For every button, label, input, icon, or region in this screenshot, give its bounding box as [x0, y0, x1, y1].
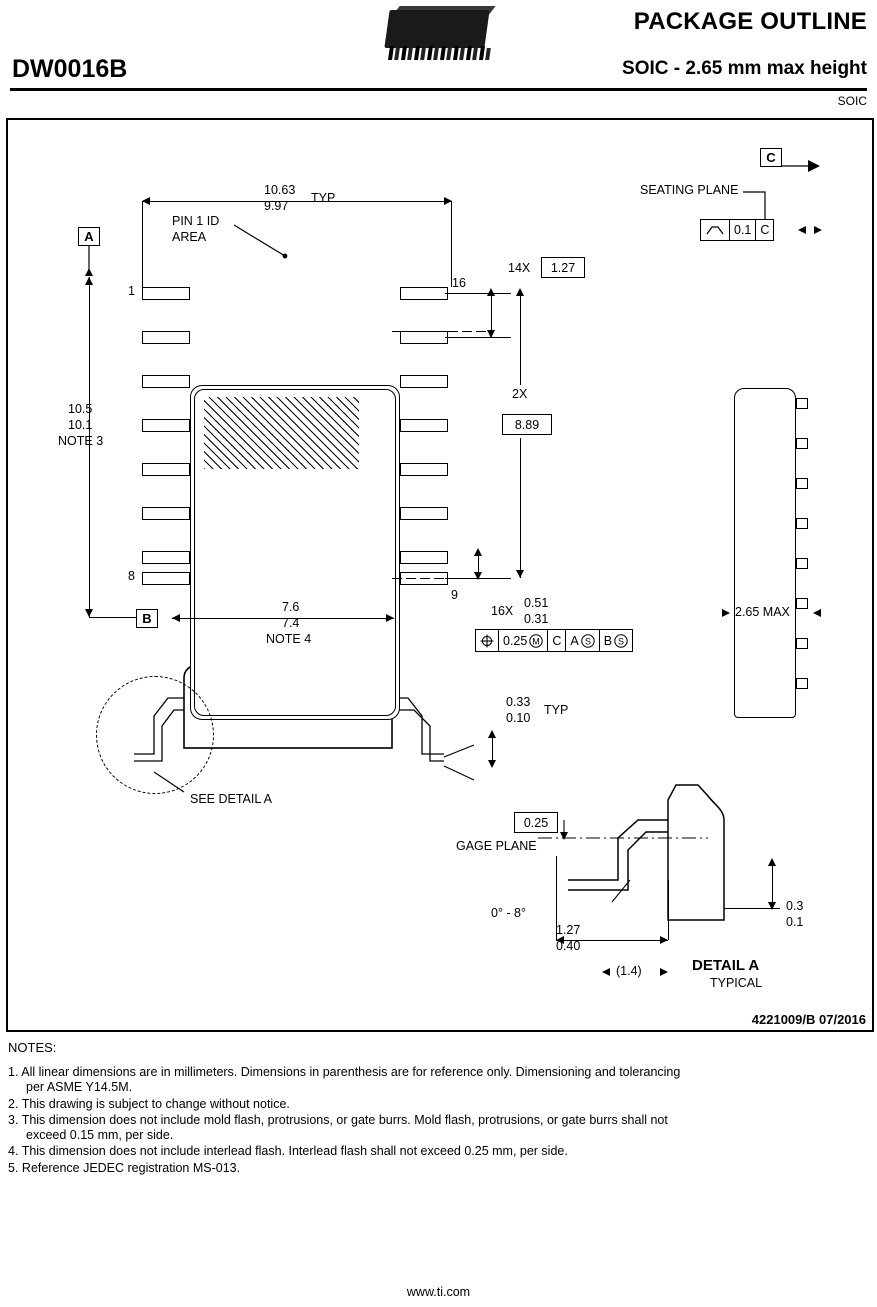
lead-right-12 [400, 463, 448, 476]
lead-thickness-arrow-bottom [488, 760, 496, 768]
centerline-horizontal-upper [392, 331, 492, 332]
package-family-label: SOIC [837, 94, 867, 108]
lead-length-lower: 0.40 [556, 939, 581, 953]
note-item [8, 1065, 868, 1096]
lead-right-14 [400, 375, 448, 388]
body-width-upper: 7.6 [282, 600, 300, 614]
datum-c-feature: C [760, 148, 782, 167]
lead-thickness-lower: 0.10 [506, 711, 531, 725]
lead-angle-label: 0° - 8° [491, 906, 527, 920]
width-ext-line-right [451, 201, 452, 287]
seating-plane-label: SEATING PLANE [640, 183, 739, 197]
lead-right-16 [400, 287, 448, 300]
span-qty: 2X [512, 387, 528, 401]
pin1-area-label: AREA [172, 230, 207, 244]
lead-left-1 [142, 287, 190, 300]
side-lead-5 [796, 558, 808, 569]
width-dim-note: TYP [311, 191, 336, 205]
body-width-note: NOTE 4 [266, 632, 312, 646]
note-3-text: This dimension does not include mold flash, protrusions, or gate burrs. Mold flash, protrusions, or gate burrs shall not [21, 1112, 668, 1127]
part-number: DW0016B [12, 55, 128, 83]
side-lead-7 [796, 638, 808, 649]
side-lead-2 [796, 438, 808, 449]
lead-left-5 [142, 463, 190, 476]
note-5-number: 5. [8, 1160, 19, 1175]
note-2-text: This drawing is subject to change without notice. [21, 1096, 290, 1111]
height-dim-lower: 10.1 [68, 418, 93, 432]
lead-width-lower: 0.31 [524, 612, 549, 626]
footer-url[interactable]: www.ti.com [406, 1285, 471, 1299]
max-height-arrow-right [813, 609, 821, 617]
note-1-number: 1. [8, 1065, 19, 1079]
detail-a-circle [96, 676, 214, 794]
span-arrow-top [516, 288, 524, 296]
lead-width-arrow-top [474, 548, 482, 556]
pitch-arrow-top [487, 288, 495, 296]
note-item [8, 1113, 868, 1144]
lead-thickness-upper: 0.33 [506, 695, 531, 709]
package-subtitle: SOIC - 2.65 mm max height [622, 58, 867, 79]
lead-width-qty: 16X [491, 604, 514, 618]
span-value-box: 8.89 [502, 414, 552, 435]
lead-right-15 [400, 331, 448, 344]
foot-height-ext-line [724, 908, 780, 909]
pitch-ext-line-1 [445, 293, 511, 294]
foot-height-lower: 0.1 [786, 915, 804, 929]
notes-section [8, 1040, 868, 1177]
span-arrow-bottom [516, 570, 524, 578]
datum-a-arrow [85, 268, 93, 276]
lead-length-ext-right [668, 880, 669, 940]
note-3-cont: exceed 0.15 mm, per side. [26, 1128, 174, 1142]
package-photo [373, 6, 501, 68]
ref-dim-arrow-left [602, 968, 610, 976]
pin1-id-area-hatch [204, 397, 359, 469]
package-photo-leads [387, 46, 491, 64]
note-item [8, 1144, 868, 1159]
note-5-text: Reference JEDEC registration MS-013. [21, 1160, 241, 1175]
pitch-qty: 14X [508, 261, 531, 275]
position-tolerance-symbol-icon [476, 630, 498, 651]
side-lead-1 [796, 398, 808, 409]
body-width-arrow-right [386, 614, 394, 622]
body-width-lower: 7.4 [282, 616, 300, 630]
pin-number-9: 9 [451, 588, 458, 602]
datum-a-feature: A [78, 227, 100, 246]
note-2-number: 2. [8, 1096, 19, 1111]
max-height-arrow-left [722, 609, 730, 617]
width-dim-arrow-left [142, 197, 150, 205]
side-lead-8 [796, 678, 808, 689]
gage-plane-label: GAGE PLANE [456, 839, 537, 853]
flatness-arrow-right [814, 226, 822, 234]
lead-right-11 [400, 507, 448, 520]
pin-number-16: 16 [452, 276, 466, 290]
height-dim-arrow-bottom [85, 609, 93, 617]
height-dim-upper: 10.5 [68, 402, 93, 416]
width-ext-line-left [142, 201, 143, 287]
max-height-label: 2.65 MAX [735, 605, 790, 619]
height-dim-note: NOTE 3 [58, 434, 104, 448]
detail-a-title: DETAIL A [692, 957, 760, 974]
side-lead-6 [796, 598, 808, 609]
pin1-id-label: PIN 1 ID [172, 214, 220, 228]
height-dim-arrow-top [85, 277, 93, 285]
foot-height-arrow-top [768, 858, 776, 866]
lead-length-upper: 1.27 [556, 923, 581, 937]
note-item [8, 1097, 868, 1112]
note-3-number: 3. [8, 1112, 19, 1127]
svg-text:M: M [532, 636, 541, 646]
foot-height-upper: 0.3 [786, 899, 804, 913]
package-photo-body [384, 10, 489, 48]
header-divider [10, 88, 867, 91]
package-body-side-view [734, 388, 796, 718]
span-dim-line-upper [520, 293, 521, 385]
flatness-frame [700, 219, 774, 241]
notes-heading: NOTES: [8, 1040, 57, 1055]
width-dim-lower: 9.97 [264, 199, 289, 213]
lead-thickness-arrow-top [488, 730, 496, 738]
note-item [8, 1161, 868, 1176]
detail-a-subtitle: TYPICAL [710, 976, 763, 990]
see-detail-a-label: SEE DETAIL A [190, 792, 272, 806]
lead-width-upper: 0.51 [524, 596, 549, 610]
position-datum-a: A S [565, 630, 598, 651]
lead-left-3 [142, 375, 190, 388]
svg-text:S: S [584, 636, 591, 646]
lead-right-13 [400, 419, 448, 432]
body-width-arrow-left [172, 614, 180, 622]
flatness-datum: C [755, 220, 773, 240]
side-lead-3 [796, 478, 808, 489]
gage-plane-arrow [560, 832, 568, 840]
note-4-text: This dimension does not include interlead flash. Interlead flash shall not exceed 0.25 mm, per side. [21, 1144, 568, 1159]
lead-thickness-note: TYP [544, 703, 569, 717]
pin-number-1: 1 [128, 284, 135, 298]
lead-left-4 [142, 419, 190, 432]
note-1-cont: per ASME Y14.5M. [26, 1080, 133, 1095]
note-4-number: 4. [8, 1144, 19, 1159]
position-datum-b: B S [599, 630, 632, 651]
flatness-arrow-left [798, 226, 806, 234]
gage-plane-value-box: 0.25 [514, 812, 558, 833]
lead-left-7 [142, 551, 190, 564]
pitch-value-box: 1.27 [541, 257, 585, 278]
position-datum-c: C [547, 630, 565, 651]
flatness-value: 0.1 [729, 220, 755, 240]
drawing-revision: 4221009/B 07/2016 [751, 1012, 866, 1027]
side-lead-4 [796, 518, 808, 529]
lead-length-arrow-right [660, 936, 668, 944]
width-dim-line [142, 201, 452, 202]
position-tolerance-value: 0.25 M [498, 630, 547, 651]
lead-left-6 [142, 507, 190, 520]
pitch-ext-line-2 [445, 337, 511, 338]
pin-number-8: 8 [128, 569, 135, 583]
datum-b-feature: B [136, 609, 158, 628]
page-title: PACKAGE OUTLINE [633, 8, 867, 35]
width-dim-upper: 10.63 [264, 183, 296, 197]
drawing-frame [6, 118, 874, 1032]
ref-dim-arrow-right [660, 968, 668, 976]
lead-left-8 [142, 572, 190, 585]
ref-dim-label: (1.4) [616, 964, 642, 978]
position-tolerance-frame [475, 629, 633, 652]
span-dim-line-lower [520, 438, 521, 578]
svg-text:S: S [618, 636, 625, 646]
lead-left-2 [142, 331, 190, 344]
centerline-horizontal-lower [392, 578, 492, 579]
lead-right-10 [400, 551, 448, 564]
notes-list [8, 1065, 868, 1176]
note-1-text: All linear dimensions are in millimeters. Dimensions in parenthesis are for reference only. Dimensioning and tolerancing [21, 1065, 681, 1079]
flatness-symbol-icon [701, 220, 729, 240]
